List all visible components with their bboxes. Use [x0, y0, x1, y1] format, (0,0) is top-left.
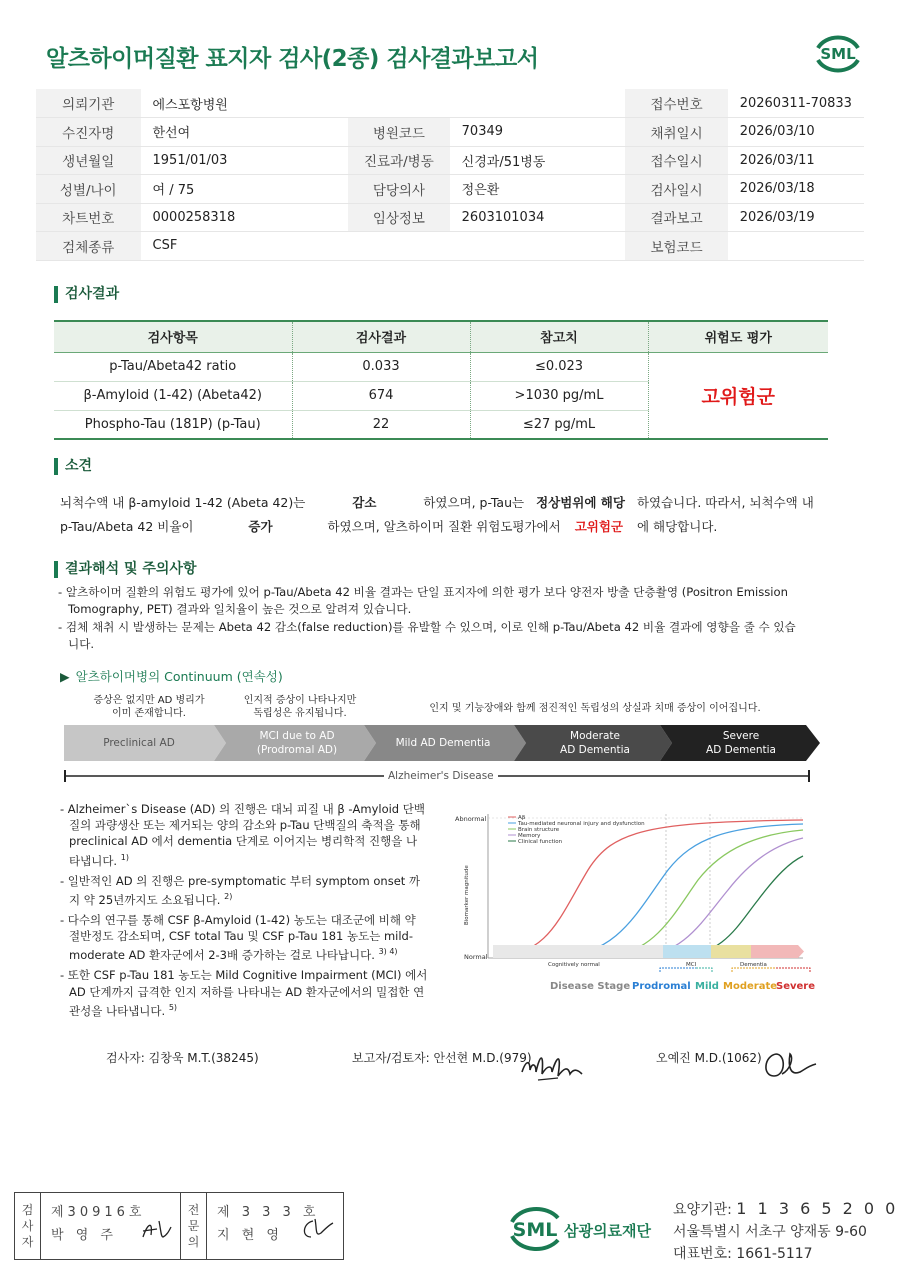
stage-label-preclinical: Preclinical AD — [103, 737, 175, 749]
info-value: 한선여 — [141, 118, 349, 147]
list-item — [60, 801, 428, 869]
stage-label-mild: Mild AD Dementia — [395, 737, 491, 749]
legend-entry: Memory — [518, 833, 541, 839]
graph-y-top: Abnormal — [455, 815, 487, 823]
stamp-signature — [139, 1217, 173, 1241]
stamp-name: 박 영 주 — [51, 1228, 117, 1243]
info-label: 결과보고 — [625, 203, 727, 232]
reference-mark: 3) 4) — [378, 947, 398, 957]
graph-stage-title: Disease Stage — [550, 981, 631, 992]
stamp-license-number: 제 3 3 3 호 — [217, 1205, 320, 1220]
findings-emphasis: 증가 — [248, 519, 273, 534]
graph-x-label: Dementia — [740, 962, 767, 968]
info-label: 성별/나이 — [36, 175, 141, 204]
item-result: 0.033 — [292, 352, 470, 381]
info-value: 2026/03/18 — [728, 175, 864, 204]
info-row — [36, 118, 864, 147]
stamp-char: 의 — [187, 1235, 200, 1249]
footer-address: 서울특별시 서초구 양재동 9-60 — [673, 1224, 867, 1240]
stamp-col-tester — [15, 1193, 41, 1259]
info-value — [728, 232, 864, 261]
info-label: 진료과/병동 — [348, 146, 450, 175]
item-result: 22 — [292, 410, 470, 439]
sml-logo-icon — [812, 30, 864, 76]
footer-info — [673, 1198, 898, 1265]
biomarker-graph — [438, 800, 828, 1000]
info-label: 병원코드 — [348, 118, 450, 147]
info-value: 1951/01/03 — [141, 146, 349, 175]
stamp-license-number: 제30916호 — [51, 1205, 146, 1220]
graph-y-bottom: Normal — [464, 953, 488, 961]
item-reference: ≤0.023 — [470, 352, 648, 381]
timeline-label: Alzheimer's Disease — [384, 770, 498, 782]
legend-entry: Clinical function — [518, 839, 563, 845]
legend-entry: Brain structure — [518, 827, 560, 833]
info-label: 담당의사 — [348, 175, 450, 204]
info-value: 0000258318 — [141, 203, 349, 232]
legend-entry: Tau-mediated neuronal injury and dysfunction — [518, 821, 645, 827]
list-item — [60, 912, 428, 963]
stage-label-mci: MCI due to AD (Prodromal AD) — [256, 730, 338, 756]
item-name: p-Tau/Abeta42 ratio — [54, 352, 292, 381]
info-label — [348, 232, 450, 261]
risk-assessment: 고위험군 — [648, 352, 828, 439]
info-value: 여 / 75 — [141, 175, 349, 204]
graph-stage-prodromal: Prodromal — [632, 981, 691, 992]
reference-mark: 5) — [168, 1002, 178, 1012]
stage-note-dementia: 인지 및 기능장애와 함께 점진적인 독립성의 상실과 치매 증상이 이어집니다. — [429, 703, 761, 714]
stamp-box-specialist — [207, 1193, 343, 1259]
item-result: 674 — [292, 381, 470, 410]
info-value: 70349 — [450, 118, 626, 147]
info-value: 2603101034 — [450, 203, 626, 232]
stage-label-moderate: Moderate AD Dementia — [560, 730, 630, 756]
reference-mark: 1) — [120, 852, 129, 862]
reporter-signature — [518, 1044, 588, 1084]
graph-x-label: MCI — [686, 962, 697, 968]
bullet-text: - Alzheimer`s Disease (AD) 의 진행은 대뇌 피질 내 β -Amyloid 단백질의 과량생산 또는 제거되는 양의 감소와 p-Tau 단백질의 축적을 통해 preclinical AD 에서 dementia 단계로 이어지는 병리학적 진행을 나타냅니다. — [60, 802, 425, 868]
info-value: 2026/03/10 — [728, 118, 864, 147]
col-header-reference: 참고치 — [470, 321, 648, 352]
continuum-title — [60, 667, 283, 685]
stamp-signature — [299, 1215, 335, 1241]
svg-text:SML: SML — [820, 45, 856, 63]
stamp-char: 문 — [187, 1219, 200, 1233]
list-item — [60, 967, 428, 1018]
legend-entry: Aβ — [518, 815, 526, 821]
col-header-risk: 위험도 평가 — [648, 321, 828, 352]
bullet-text: - 일반적인 AD 의 진행은 pre-symptomatic 부터 symptom onset 까지 약 25년까지도 소요됩니다. — [60, 873, 421, 907]
info-row — [36, 203, 864, 232]
info-label: 임상정보 — [348, 203, 450, 232]
findings-text: 하였으며, 알츠하이머 질환 위험도평가에서 — [327, 519, 561, 534]
item-name: β-Amyloid (1-42) (Abeta42) — [54, 381, 292, 410]
info-row — [36, 89, 864, 118]
interpretation-notes — [58, 584, 798, 654]
info-value — [450, 89, 626, 118]
doctor-signature — [760, 1046, 820, 1082]
info-value: 신경과/51병동 — [450, 146, 626, 175]
tester-signature-label: 검사자: 김창욱 M.T.(38245) — [106, 1051, 259, 1065]
info-row — [36, 146, 864, 175]
footer-phone: 1661-5117 — [736, 1246, 813, 1262]
findings-text: 하였으며, p-Tau는 — [423, 495, 525, 510]
info-label: 채취일시 — [625, 118, 727, 147]
info-label: 보험코드 — [625, 232, 727, 261]
stage-note-preclinical: 증상은 없지만 AD 병리가 이미 존재합니다. — [93, 695, 205, 719]
bullet-text: - 또한 CSF p-Tau 181 농도는 Mild Cognitive Impairment (MCI) 에서 AD 단계까지 급격한 인지 저하를 나타내는 AD 환자군에서의 밀접한 연관성을 나타냅니다. — [60, 968, 428, 1018]
doctor-signature-label: 오예진 M.D.(1062) — [656, 1051, 762, 1065]
col-header-result: 검사결과 — [292, 321, 470, 352]
footer-institution-code: 1 1 3 6 5 2 0 0 — [736, 1199, 899, 1218]
stage-label-severe: Severe AD Dementia — [706, 730, 776, 756]
footer-label: 대표번호: — [673, 1246, 732, 1262]
graph-stage-severe: Severe — [776, 981, 815, 992]
patient-info-table — [36, 89, 864, 261]
reporter-signature-label: 보고자/검토자: 안선현 M.D.(979) — [352, 1051, 532, 1065]
info-row — [36, 175, 864, 204]
play-triangle-icon: ▶ — [60, 669, 70, 684]
findings-emphasis: 감소 — [352, 495, 377, 510]
graph-x-label: Cognitively normal — [548, 962, 600, 968]
graph-stage-moderate: Moderate — [723, 981, 778, 992]
list-item — [60, 873, 428, 908]
item-reference: ≤27 pg/mL — [470, 410, 648, 439]
info-label — [348, 89, 450, 118]
stamp-char: 검 — [21, 1203, 34, 1217]
info-label: 검사일시 — [625, 175, 727, 204]
stamp-char: 사 — [21, 1219, 34, 1233]
info-value: 20260311-70833 — [728, 89, 864, 118]
stage-note-mci: 인지적 증상이 나타나지만 독립성은 유지됩니다. — [243, 695, 357, 719]
info-value: 2026/03/19 — [728, 203, 864, 232]
findings-emphasis: 정상범위에 해당 — [536, 495, 625, 510]
info-value: CSF — [141, 232, 349, 261]
info-row — [36, 232, 864, 261]
findings-line-2 — [60, 517, 717, 535]
footer-logo-text: SML — [512, 1219, 558, 1241]
info-label: 생년월일 — [36, 146, 141, 175]
results-table — [54, 320, 828, 440]
info-value — [450, 232, 626, 261]
graph-stage-mild: Mild — [695, 981, 719, 992]
interpretation-section-title: 결과해석 및 주의사항 — [54, 561, 196, 578]
footer-label: 요양기관: — [673, 1202, 732, 1218]
footer-logo — [508, 1198, 664, 1258]
reference-mark: 2) — [224, 891, 233, 901]
findings-text: 하였습니다. 따라서, 뇌척수액 내 — [636, 495, 814, 510]
stamp-char: 전 — [187, 1203, 200, 1217]
bullet-text: - 다수의 연구를 통해 CSF β-Amyloid (1-42) 농도는 대조군에 비해 약 절반정도 감소되며, CSF total Tau 및 CSF p-Tau 181 농도는 mild-moderate AD 환자군에서 2-3배 증가하는 걸로 나타납니다. — [60, 912, 416, 963]
info-label: 접수일시 — [625, 146, 727, 175]
info-label: 차트번호 — [36, 203, 141, 232]
findings-line-1 — [60, 493, 814, 511]
col-header-item: 검사항목 — [54, 321, 292, 352]
findings-text: p-Tau/Abeta 42 비율이 — [60, 519, 194, 534]
findings-text: 뇌척수액 내 β-amyloid 1-42 (Abeta 42)는 — [60, 495, 306, 510]
table-row — [54, 352, 828, 381]
info-value: 정은환 — [450, 175, 626, 204]
graph-y-axis: Biomarker magnitude — [464, 865, 470, 925]
info-value: 2026/03/11 — [728, 146, 864, 175]
info-label: 수진자명 — [36, 118, 141, 147]
findings-section-title: 소견 — [54, 458, 92, 475]
continuum-title-text: 알츠하이머병의 Continuum (연속성) — [75, 669, 283, 684]
results-section-title: 검사결과 — [54, 286, 119, 303]
item-name: Phospho-Tau (181P) (p-Tau) — [54, 410, 292, 439]
info-label: 접수번호 — [625, 89, 727, 118]
findings-text: 에 해당합니다. — [636, 519, 718, 534]
note-item: - 알츠하이머 질환의 위험도 평가에 있어 p-Tau/Abeta 42 비율 결과는 단일 표지자에 의한 평가 보다 양전자 방출 단층촬영 (Positron Emission Tomography, PET) 결과와 일치율이 높은 것으로 알려져 있습니다. — [58, 585, 788, 616]
stamp-box-tester — [41, 1193, 181, 1259]
stamp-col-specialist — [181, 1193, 207, 1259]
report-title: 알츠하이머질환 표지자 검사(2종) 검사결과보고서 — [46, 46, 539, 72]
stamp-char: 자 — [21, 1235, 34, 1249]
info-label: 검체종류 — [36, 232, 141, 261]
item-reference: >1030 pg/mL — [470, 381, 648, 410]
findings-risk-text: 고위험군 — [574, 519, 623, 534]
bullet-list — [60, 801, 428, 1023]
footer-org-name: 삼광의료재단 — [564, 1222, 651, 1240]
stamp-name: 지 현 영 — [217, 1228, 283, 1243]
info-value: 에스포항병원 — [141, 89, 349, 118]
license-stamp — [14, 1192, 344, 1260]
note-item: - 검체 채취 시 발생하는 문제는 Abeta 42 감소(false reduction)를 유발할 수 있으며, 이로 인해 p-Tau/Abeta 42 비율 결과에 영향을 줄 수 있습니다. — [58, 620, 796, 651]
info-label: 의뢰기관 — [36, 89, 141, 118]
